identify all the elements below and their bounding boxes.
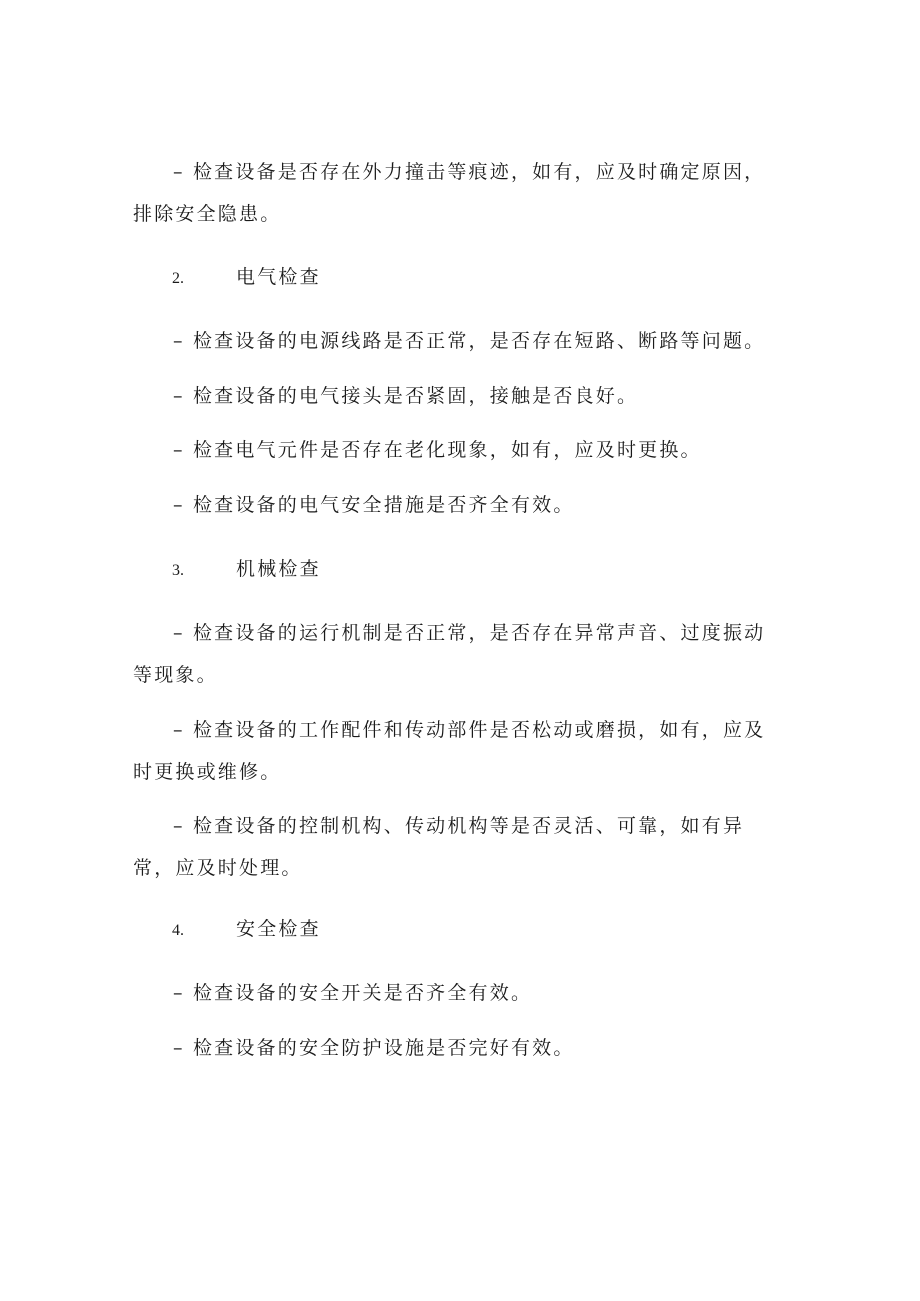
bullet-item: – 检查设备的安全防护设施是否完好有效。 [173, 1037, 575, 1059]
bullet-item: – 检查电气元件是否存在老化现象，如有，应及时更换。 [173, 439, 702, 461]
bullet-item: – 检查设备的电气接头是否紧固，接触是否良好。 [173, 385, 639, 407]
section-title: 电气检查 [236, 266, 321, 288]
section-heading [172, 256, 321, 300]
bullet-item: – 检查设备的电源线路是否正常，是否存在短路、断路等问题。 [173, 330, 766, 352]
section-heading [172, 908, 321, 952]
bullet-item: – 检查设备的控制机构、传动机构等是否灵活、可靠，如有异常，应及时处理。 [133, 815, 745, 879]
section-heading [172, 548, 321, 592]
section-title: 机械检查 [236, 558, 321, 580]
bullet-item: – 检查设备的工作配件和传动部件是否松动或磨损，如有，应及时更换或维修。 [133, 719, 766, 783]
section-number: 3. [172, 562, 184, 579]
bullet-item: – 检查设备是否存在外力撞击等痕迹，如有，应及时确定原因，排除安全隐患。 [133, 161, 766, 225]
section-number: 2. [172, 270, 184, 287]
bullet-item: – 检查设备的电气安全措施是否齐全有效。 [173, 494, 575, 516]
bullet-item: – 检查设备的运行机制是否正常，是否存在异常声音、过度振动等现象。 [133, 622, 766, 686]
bullet-item: – 检查设备的安全开关是否齐全有效。 [173, 982, 533, 1004]
section-number: 4. [172, 922, 184, 939]
section-title: 安全检查 [236, 918, 321, 940]
